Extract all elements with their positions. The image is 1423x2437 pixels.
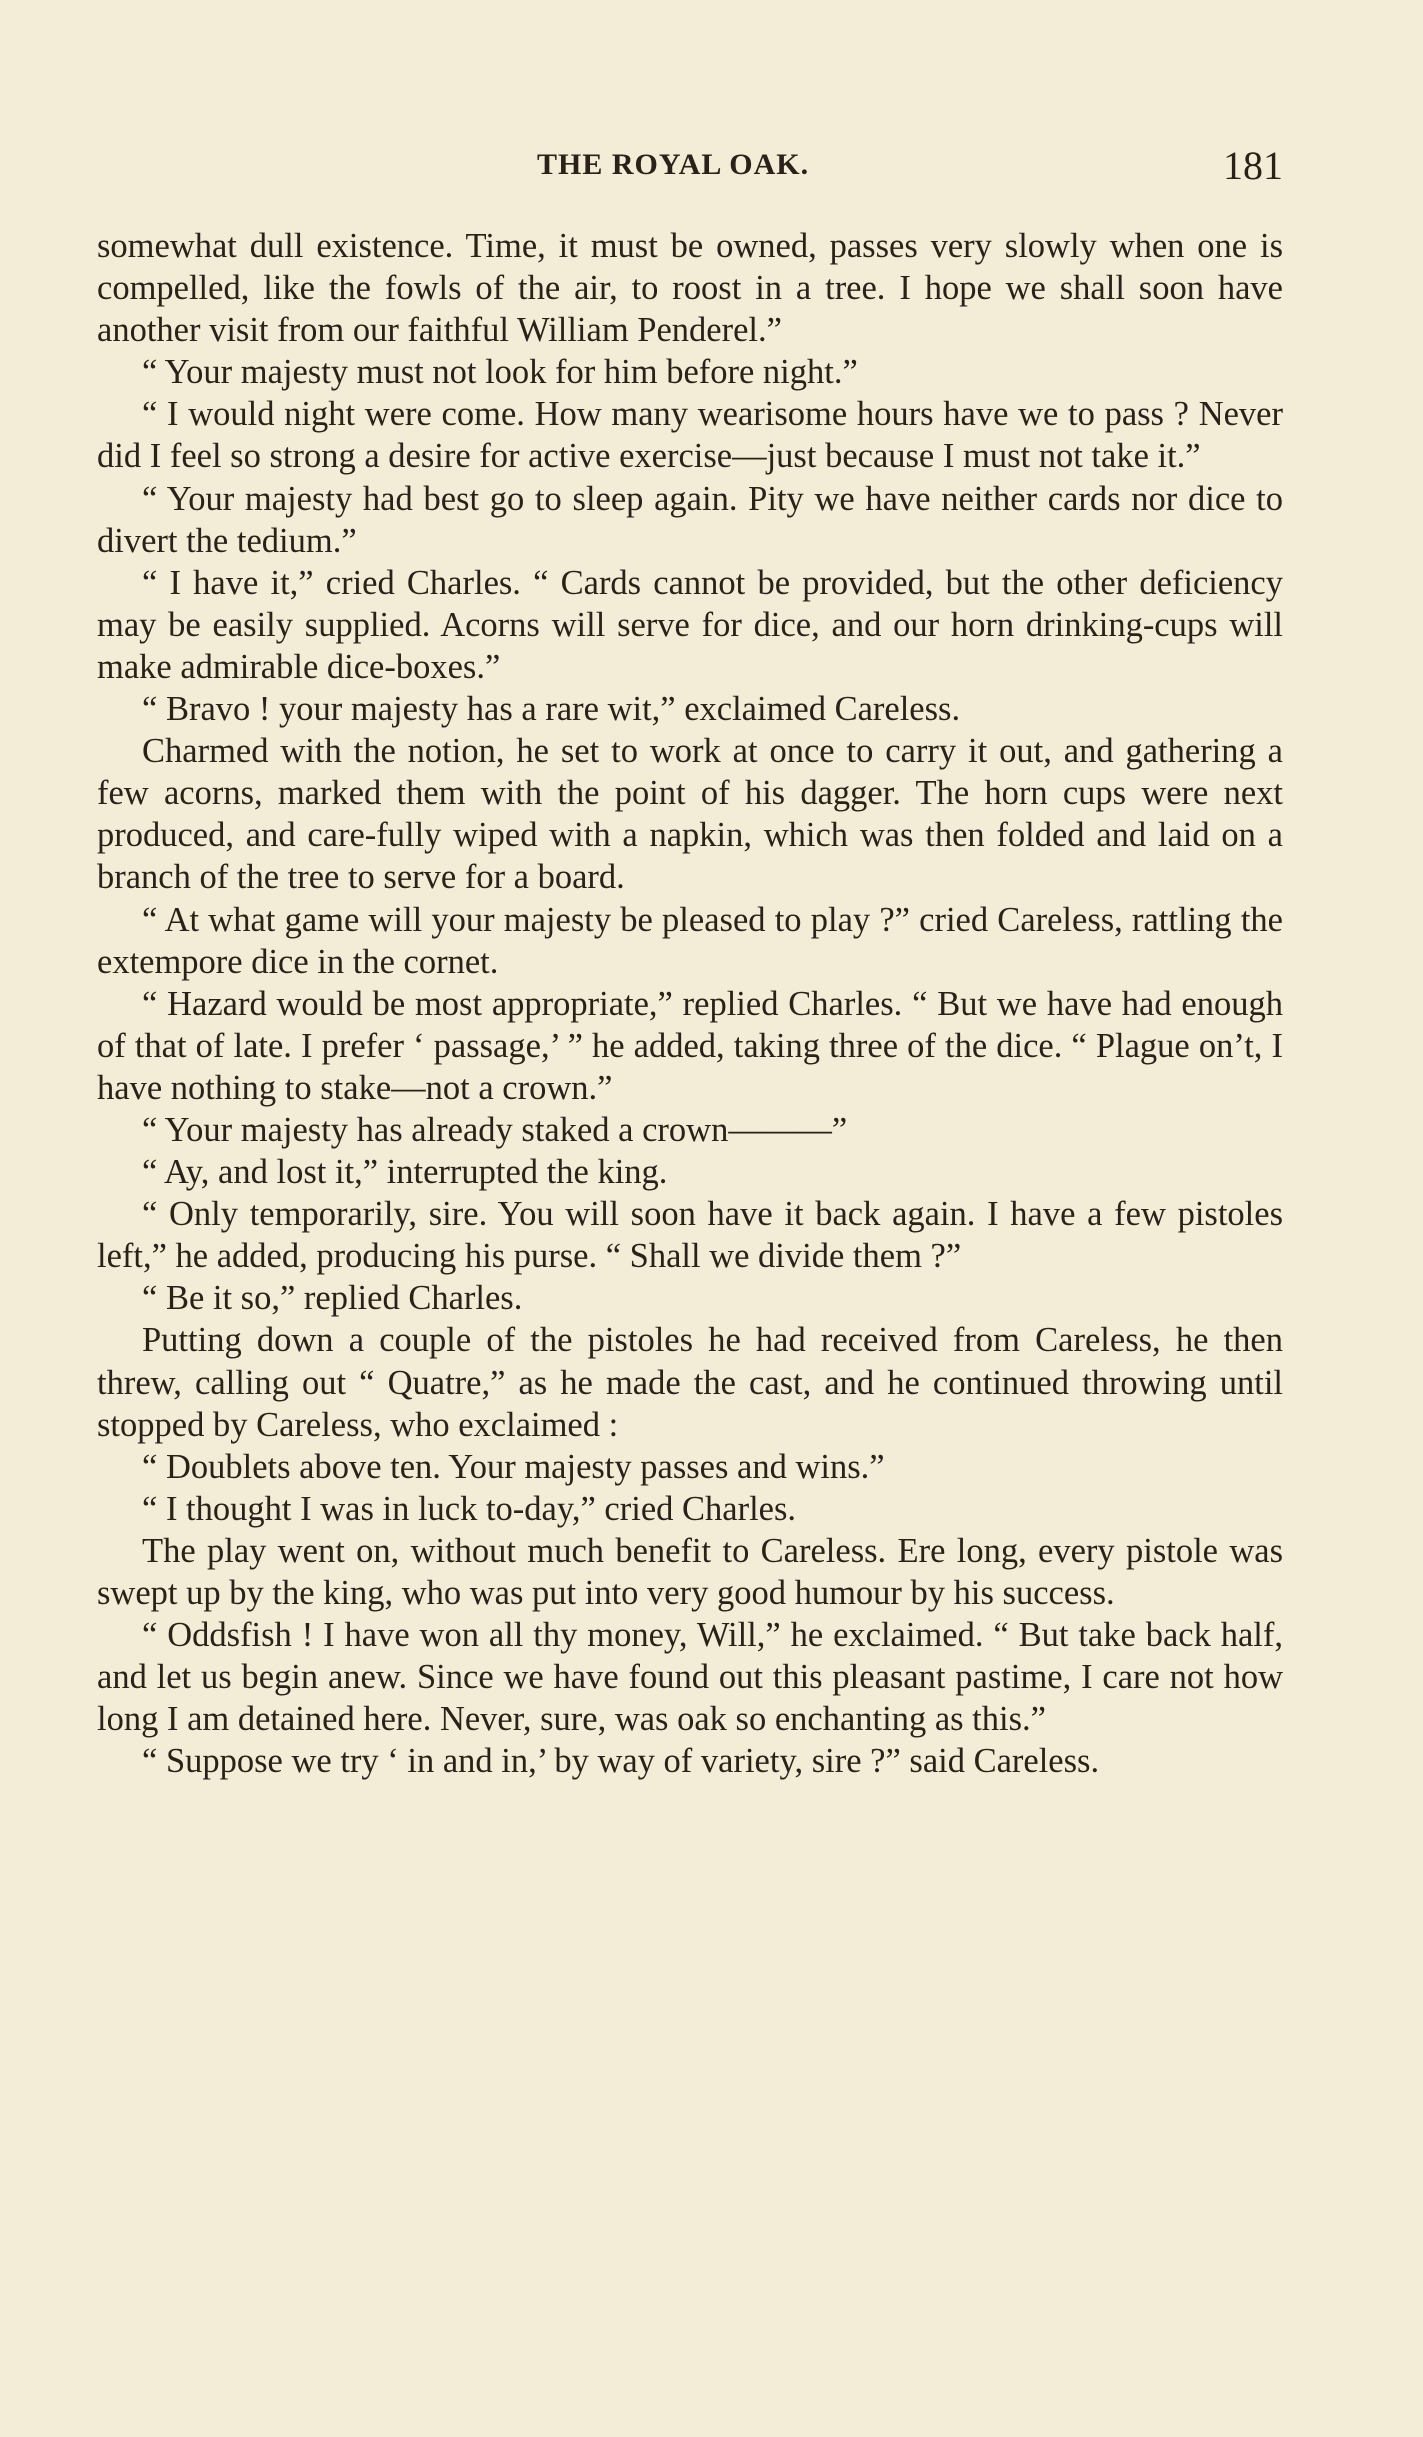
paragraph: “ Ay, and lost it,” interrupted the king. (142, 1153, 668, 1192)
paragraph: Putting down a couple of the pistoles he had received from Careless, he then threw, calling out “ Quatre,” as he made the cast, and he continued throwing until stopped by Careless, who exclaimed : (97, 1321, 1283, 1444)
paragraph: The play went on, without much benefit to Careless. Ere long, every pistole was swept up by the king, who was put into very good humour by his success. (97, 1531, 1283, 1612)
paragraph: “ Only temporarily, sire. You will soon have it back again. I have a few pistoles left,” he added, producing his purse. “ Shall we divide them ?” (97, 1195, 1283, 1276)
paragraph: “ Suppose we try ‘ in and in,’ by way of variety, sire ?” said Careless. (142, 1742, 1100, 1781)
paragraph: “ Hazard would be most appropriate,” replied Charles. “ But we have had enough of that of late. I prefer ‘ passage,’ ” he added, taking three of the dice. “ Plague on’t, I have nothing to stake—not a crown.” (97, 984, 1283, 1107)
paragraph: “ I thought I was in luck to-day,” cried Charles. (142, 1489, 797, 1528)
paragraph: “ Your majesty must not look for him before night.” (142, 353, 858, 392)
body-text (97, 225, 1283, 1782)
paragraph: somewhat dull existence. Time, it must be owned, passes very slowly when one is compelled, like the fowls of the air, to roost in a tree. I hope we shall soon have another visit from our faithful William Penderel.” (97, 227, 1283, 350)
paragraph: “ Oddsfish ! I have won all thy money, Will,” he exclaimed. “ But take back half, and let us begin anew. Since we have found out this pleasant pastime, I care not how long I am detained here. Never, sure, was oak so enchanting as this.” (97, 1616, 1283, 1739)
paragraph: “ At what game will your majesty be pleased to play ?” cried Careless, rattling the extempore dice in the cornet. (97, 900, 1283, 981)
paragraph: “ Be it so,” replied Charles. (142, 1279, 523, 1318)
paragraph: “ Your majesty had best go to sleep again. Pity we have neither cards nor dice to divert the tedium.” (97, 479, 1283, 560)
page-number: 181 (1223, 143, 1283, 188)
paragraph: “ I have it,” cried Charles. “ Cards cannot be provided, but the other deficiency may be easily supplied. Acorns will serve for dice, and our horn drinking-cups will make admirable dice-boxes.” (97, 563, 1283, 686)
paragraph: “ Bravo ! your majesty has a rare wit,” exclaimed Careless. (142, 690, 961, 729)
paragraph: “ I would night were come. How many wearisome hours have we to pass ? Never did I feel so strong a desire for active exercise—just because I must not take it.” (97, 395, 1283, 476)
paragraph: “ Doublets above ten. Your majesty passes and wins.” (142, 1447, 885, 1486)
paragraph: Charmed with the notion, he set to work at once to carry it out, and gathering a few acorns, marked them with the point of his dagger. The horn cups were next produced, and care-fully wiped with a napkin, which was then folded and laid on a branch of the tree to serve for a board. (97, 732, 1283, 897)
running-head: THE ROYAL OAK. (537, 148, 810, 181)
paragraph: “ Your majesty has already staked a crown———” (142, 1110, 848, 1149)
page-header (97, 142, 1283, 192)
